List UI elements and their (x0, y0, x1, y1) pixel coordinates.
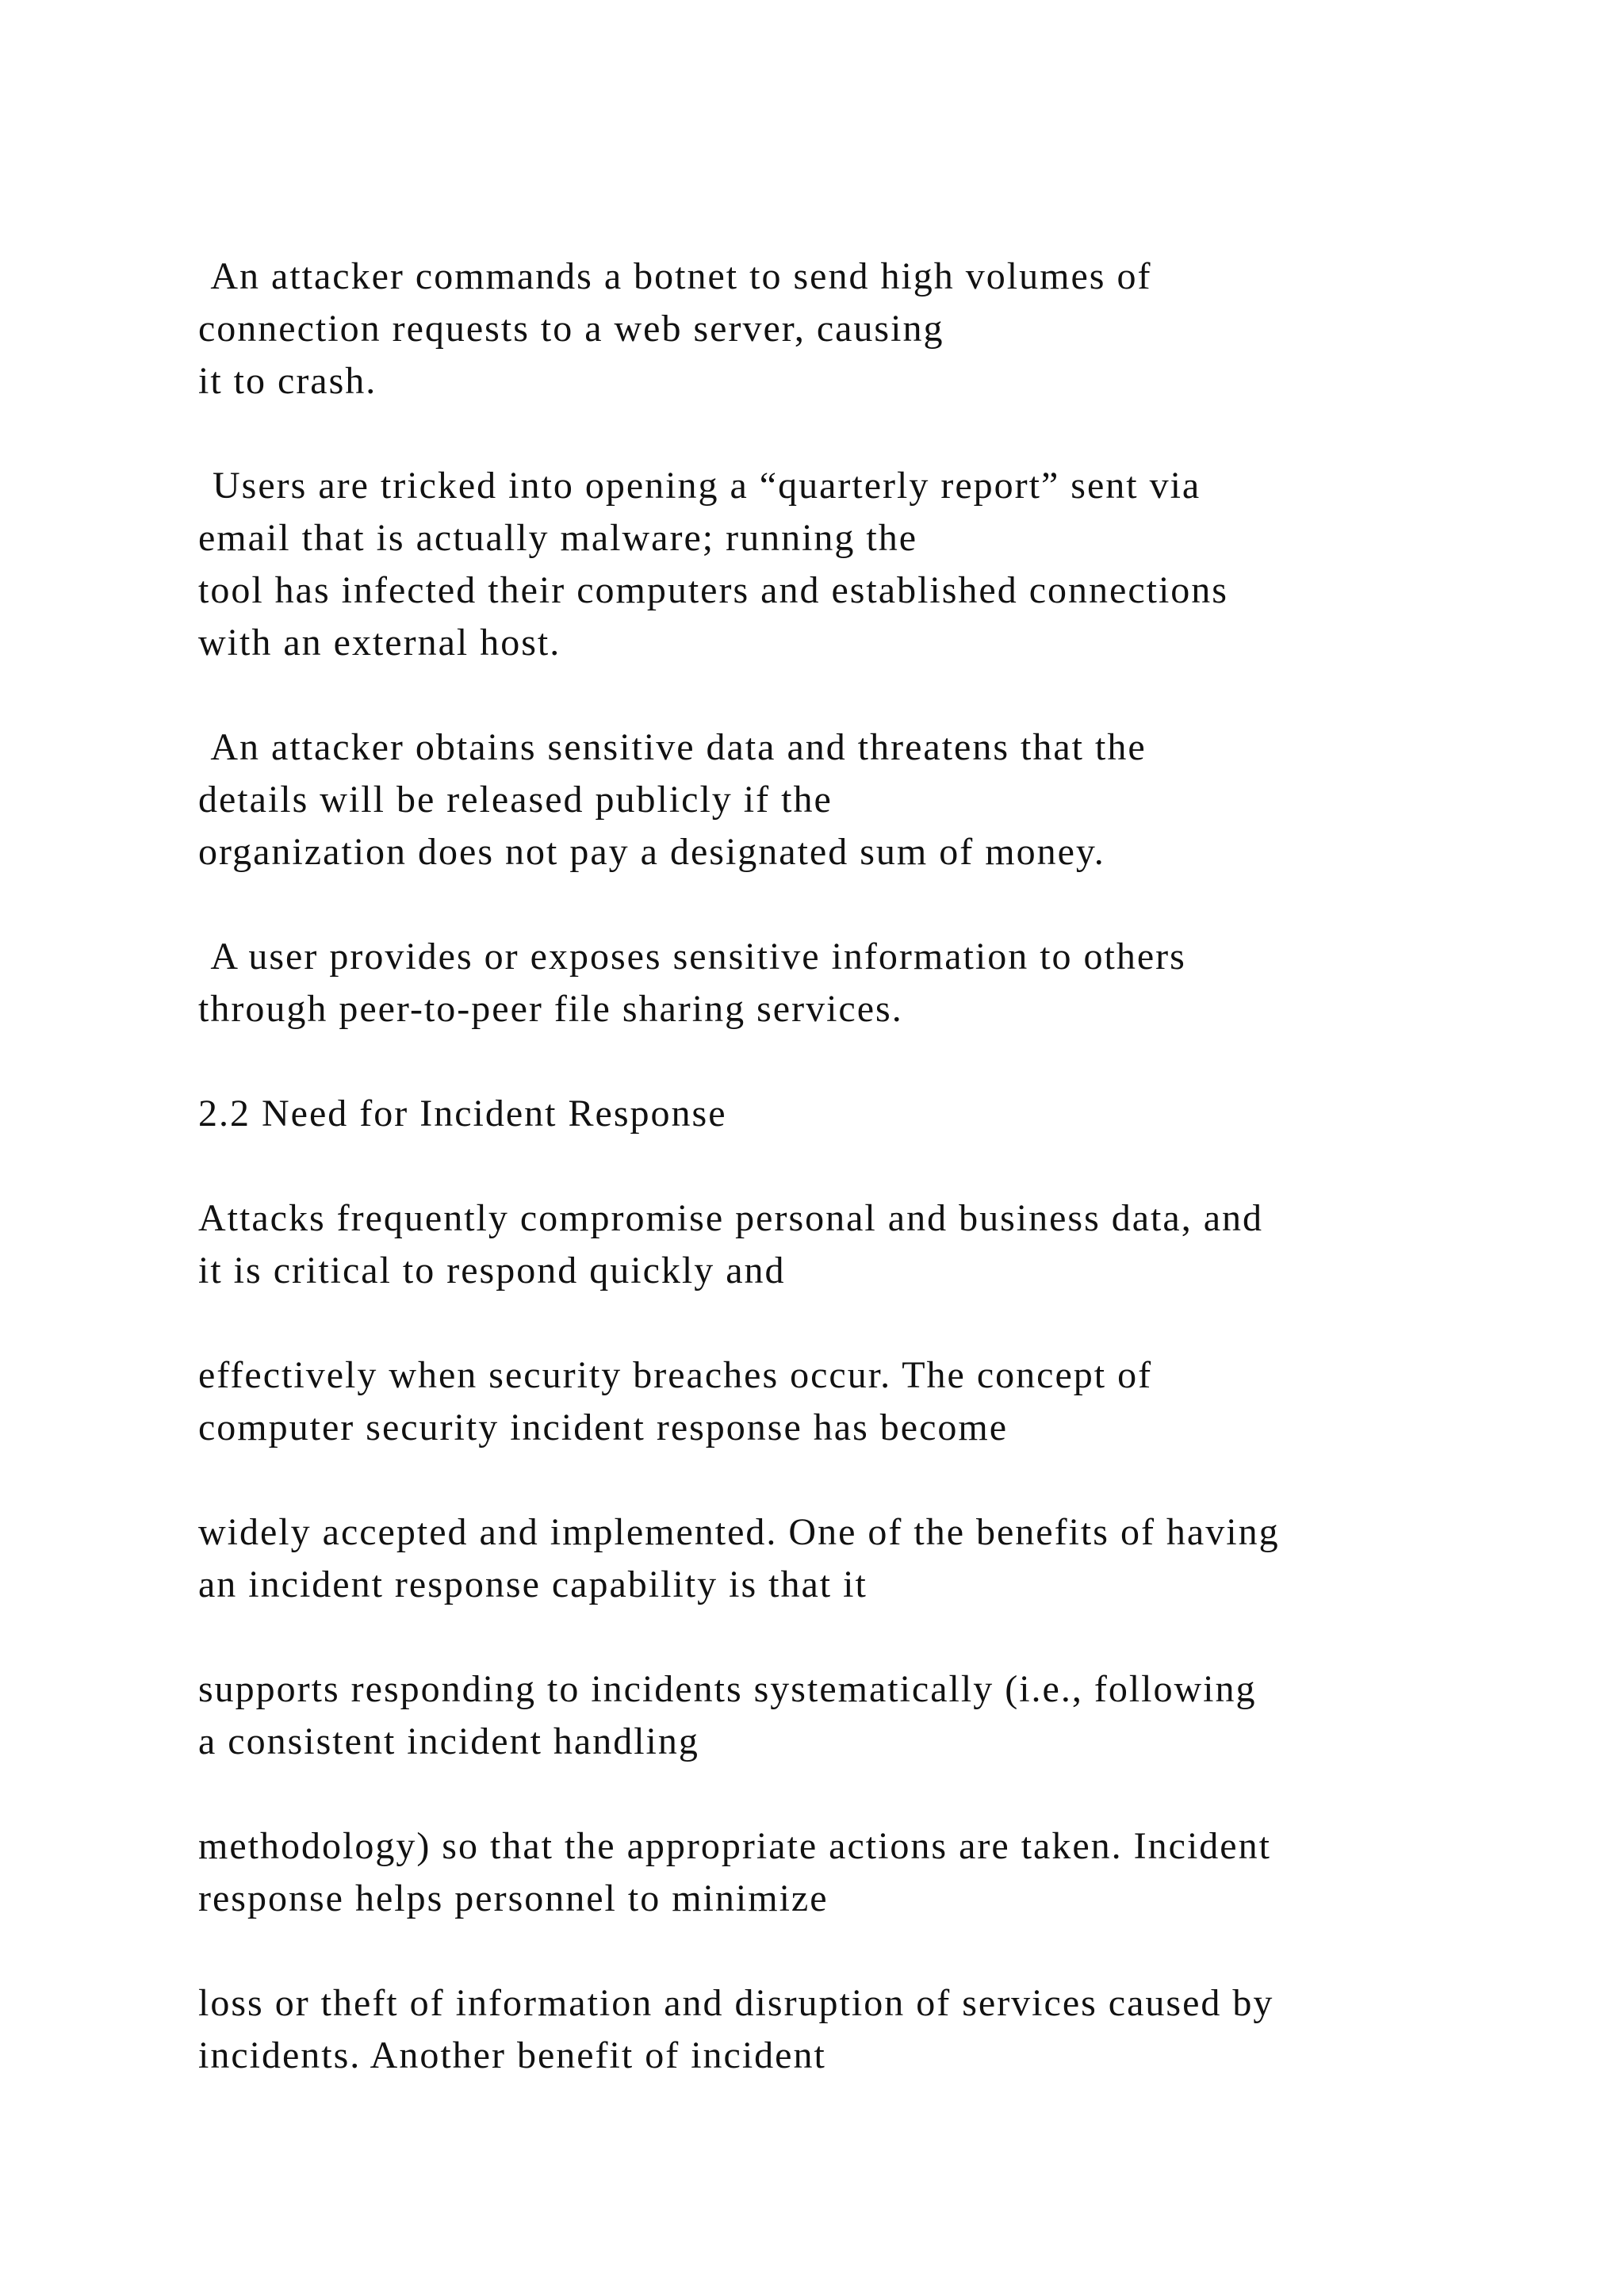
blank-line (198, 1035, 1546, 1088)
paragraph-line: Attacks frequently compromise personal and business data, and (198, 1197, 1263, 1239)
bullet-line: through peer-to-peer file sharing services. (198, 988, 903, 1030)
paragraph-line: widely accepted and implemented. One of the benefits of having (198, 1511, 1280, 1553)
blank-line (198, 1140, 1546, 1192)
blank-line (198, 408, 1546, 460)
bullet-item (198, 460, 1546, 669)
paragraph-block (198, 1192, 1546, 1297)
paragraph-line: an incident response capability is that it (198, 1563, 868, 1605)
section-heading: 2.2 Need for Incident Response (198, 1093, 727, 1135)
blank-line (198, 1611, 1546, 1663)
paragraph-line: response helps personnel to minimize (198, 1877, 829, 1919)
bullet-line: with an external host. (198, 622, 561, 664)
bullet-line: details will be released publicly if the (198, 779, 833, 821)
bullet-line: A user provides or exposes sensitive information to others (210, 936, 1186, 978)
bullet-item (198, 251, 1546, 408)
paragraph-block (198, 1663, 1546, 1768)
bullet-line: An attacker obtains sensitive data and threatens that the (210, 726, 1147, 768)
paragraph-block (198, 1820, 1546, 1925)
bullet-item (198, 931, 1546, 1035)
blank-line (198, 1768, 1546, 1820)
bullet-line: tool has infected their computers and established connections (198, 569, 1228, 611)
blank-line (198, 669, 1546, 721)
document-body (198, 251, 1546, 2082)
paragraph-line: incidents. Another benefit of incident (198, 2034, 826, 2076)
bullet-line: it to crash. (198, 360, 377, 402)
paragraph-block (198, 1977, 1546, 2082)
bullet-line: An attacker commands a botnet to send high volumes of (210, 255, 1152, 297)
paragraph-line: it is critical to respond quickly and (198, 1249, 786, 1292)
paragraph-line: methodology) so that the appropriate actions are taken. Incident (198, 1825, 1271, 1867)
bullet-line: organization does not pay a designated sum of money. (198, 831, 1105, 873)
paragraph-block (198, 1506, 1546, 1611)
blank-line (198, 1297, 1546, 1349)
paragraph-line: loss or theft of information and disruption of services caused by (198, 1982, 1274, 2024)
bullet-line: email that is actually malware; running the (198, 517, 918, 559)
blank-line (198, 878, 1546, 931)
paragraph-line: supports responding to incidents systematically (i.e., following (198, 1668, 1257, 1710)
paragraph-line: computer security incident response has become (198, 1406, 1009, 1448)
bullet-line: connection requests to a web server, causing (198, 308, 944, 350)
blank-line (198, 1454, 1546, 1506)
bullet-item (198, 721, 1546, 878)
paragraph-line: a consistent incident handling (198, 1720, 699, 1762)
paragraph-block (198, 1349, 1546, 1454)
paragraph-line: effectively when security breaches occur. The concept of (198, 1354, 1153, 1396)
blank-line (198, 1925, 1546, 1977)
bullet-line: Users are tricked into opening a “quarterly report” sent via (213, 465, 1201, 507)
